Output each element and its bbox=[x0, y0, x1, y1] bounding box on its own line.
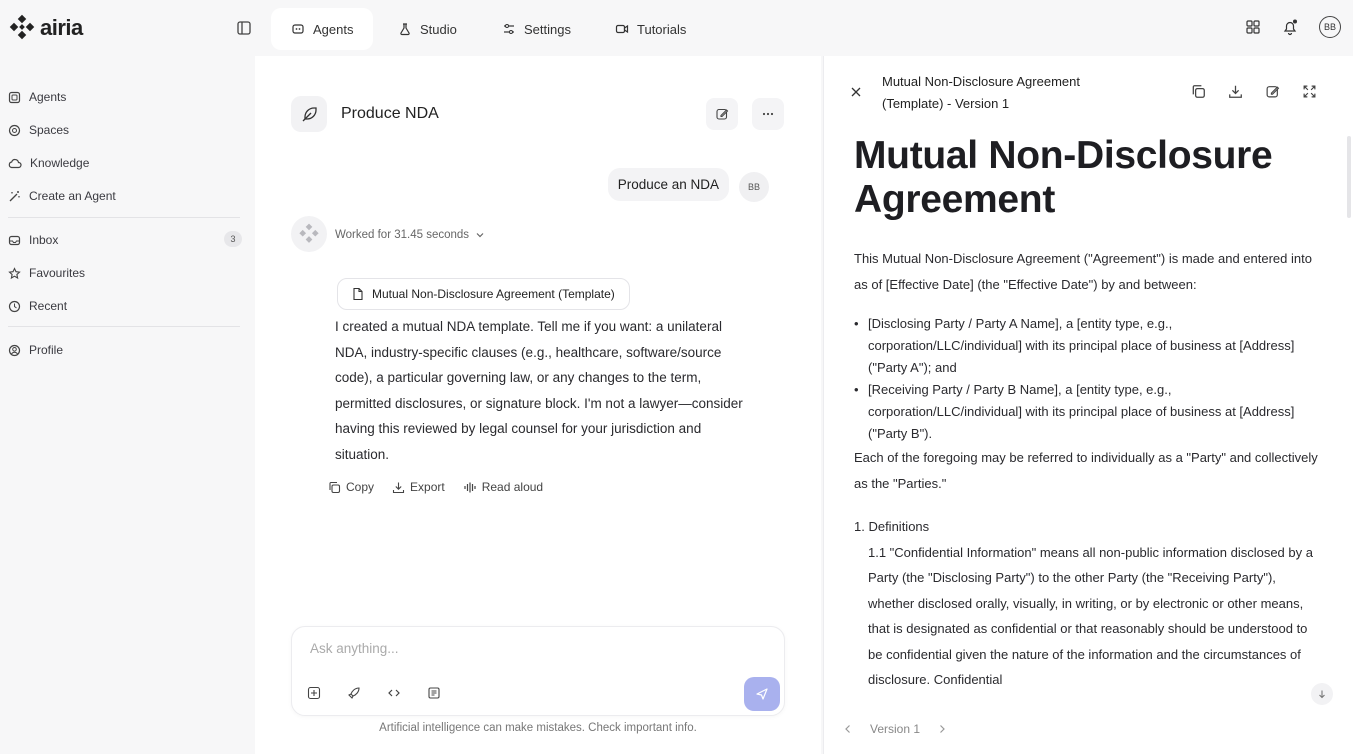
document-intro: This Mutual Non-Disclosure Agreement ("Agreement") is made and entered into as of [Effective Date] (the "Effective Date") by and between: bbox=[854, 251, 1312, 292]
chat-header bbox=[291, 96, 439, 132]
expand-icon bbox=[1302, 84, 1317, 99]
previous-version-button[interactable] bbox=[844, 724, 852, 734]
tab-label: Studio bbox=[420, 21, 457, 37]
sidebar-item-profile[interactable] bbox=[8, 343, 244, 357]
tools-button[interactable] bbox=[346, 685, 362, 701]
chevron-left-icon bbox=[844, 724, 852, 734]
parties-list bbox=[854, 313, 1324, 445]
attach-button[interactable] bbox=[306, 685, 322, 701]
scrollbar[interactable] bbox=[1347, 136, 1351, 218]
tab-tutorials[interactable] bbox=[595, 8, 706, 50]
user-message: Produce an NDA bbox=[608, 168, 729, 201]
document-header-title: Mutual Non-Disclosure Agreement (Template) - Version 1 bbox=[882, 74, 1080, 111]
download-icon bbox=[1228, 84, 1243, 99]
history-icon bbox=[8, 300, 21, 313]
inbox-count-badge: 3 bbox=[224, 231, 242, 247]
code-button[interactable] bbox=[386, 685, 402, 701]
sidebar-panel-icon bbox=[236, 20, 252, 36]
chat-panel bbox=[255, 56, 821, 754]
logo[interactable] bbox=[8, 14, 83, 42]
sidebar-item-inbox[interactable] bbox=[8, 233, 244, 247]
reasoning-toggle[interactable] bbox=[335, 229, 485, 241]
copy-icon bbox=[1191, 84, 1206, 99]
export-button[interactable] bbox=[392, 480, 445, 494]
user-avatar[interactable]: BB bbox=[1319, 16, 1341, 38]
copy-document-button[interactable] bbox=[1191, 84, 1206, 99]
chevron-right-icon bbox=[938, 724, 946, 734]
user-message-avatar: BB bbox=[739, 172, 769, 202]
sidebar-item-label: Knowledge bbox=[30, 156, 90, 170]
assistant-avatar bbox=[291, 216, 327, 252]
tab-label: Agents bbox=[313, 21, 354, 37]
document-title: Mutual Non-Disclosure Agreement bbox=[854, 134, 1273, 221]
agent-avatar bbox=[291, 96, 327, 132]
sidebar-divider bbox=[8, 326, 240, 327]
airia-logo-icon bbox=[8, 14, 36, 42]
logo-text: airia bbox=[40, 15, 83, 40]
ellipsis-icon bbox=[761, 107, 775, 121]
airia-logo-icon bbox=[298, 223, 320, 245]
sidebar-item-label: Agents bbox=[29, 90, 67, 104]
message-actions bbox=[328, 480, 543, 494]
assistant-message: I created a mutual NDA template. Tell me if you want: a unilateral NDA, industry-specific clauses (e.g., healthcare, software/source code), a particular governing law, or any changes to the term, permitted disclosures, or signature block. I'm not a lawyer—consider having this reviewed by legal counsel for your jurisdiction and situation. bbox=[335, 319, 743, 462]
sliders-icon bbox=[502, 22, 516, 36]
copy-button[interactable] bbox=[328, 480, 374, 494]
download-icon bbox=[392, 481, 405, 494]
message-composer bbox=[291, 626, 785, 716]
sidebar-item-label: Profile bbox=[29, 343, 64, 357]
layout-icon bbox=[427, 686, 441, 700]
send-button[interactable] bbox=[744, 677, 780, 711]
sidebar-item-label: Recent bbox=[29, 299, 68, 313]
tab-agents[interactable] bbox=[271, 8, 373, 50]
sidebar-item-label: Inbox bbox=[29, 233, 59, 247]
sidebar-item-label: Favourites bbox=[29, 266, 86, 280]
video-icon bbox=[615, 22, 629, 36]
tab-studio[interactable] bbox=[378, 8, 477, 50]
document-content bbox=[854, 134, 1324, 712]
top-bar bbox=[0, 0, 1353, 56]
inbox-icon bbox=[8, 234, 21, 247]
cloud-icon bbox=[8, 157, 22, 170]
apps-grid-icon[interactable] bbox=[1245, 19, 1261, 35]
sidebar-item-favourites[interactable] bbox=[8, 266, 244, 280]
edit-icon bbox=[1265, 84, 1280, 99]
section-text: 1.1 "Confidential Information" means all non-public information disclosed by a Party (the "Disclosing Party") to the other Party (the "Receiving Party"), whether disclosed orally, visually, in writing, or by electronic or other means, that is designated as confidential or that reasonably should be understood to be confidential given the nature of the information and the circumstances of disclosure. Confidential bbox=[868, 544, 1313, 687]
sidebar-divider bbox=[8, 217, 240, 218]
close-icon bbox=[850, 86, 862, 98]
flask-icon bbox=[398, 22, 412, 36]
fullscreen-button[interactable] bbox=[1302, 84, 1317, 99]
scroll-down-button[interactable] bbox=[1311, 683, 1333, 705]
edit-icon bbox=[715, 107, 729, 121]
agents-icon bbox=[8, 91, 21, 104]
arrow-down-icon bbox=[1317, 689, 1327, 699]
ai-disclaimer: Artificial intelligence can make mistakes. Check important info. bbox=[379, 722, 697, 734]
tab-settings[interactable] bbox=[482, 8, 591, 50]
notification-bell-icon[interactable] bbox=[1281, 18, 1299, 36]
chat-title: Produce NDA bbox=[341, 105, 439, 122]
code-icon bbox=[387, 686, 401, 700]
sidebar-item-spaces[interactable] bbox=[8, 123, 244, 137]
list-item: • [Receiving Party / Party B Name], a [entity type, e.g., corporation/LLC/individual] with its principal place of business at [Address] ("Party B"). bbox=[854, 379, 1324, 445]
audio-wave-icon bbox=[463, 481, 477, 494]
version-label: Version 1 bbox=[870, 722, 921, 736]
read-aloud-button[interactable] bbox=[463, 480, 543, 494]
sidebar-toggle-button[interactable] bbox=[236, 20, 252, 36]
download-document-button[interactable] bbox=[1228, 84, 1243, 99]
sidebar-item-knowledge[interactable] bbox=[8, 156, 244, 170]
template-button[interactable] bbox=[426, 685, 442, 701]
wand-icon bbox=[8, 190, 21, 203]
export-label: Export bbox=[410, 480, 445, 494]
section-heading: 1. Definitions bbox=[854, 519, 930, 534]
read-aloud-label: Read aloud bbox=[481, 480, 544, 494]
chevron-down-icon bbox=[475, 230, 485, 240]
document-chip-label: Mutual Non-Disclosure Agreement (Template) bbox=[372, 287, 615, 301]
document-chip[interactable] bbox=[337, 278, 630, 310]
copy-icon bbox=[328, 481, 341, 494]
copy-label: Copy bbox=[346, 480, 375, 494]
profile-icon bbox=[8, 344, 21, 357]
bot-icon bbox=[291, 22, 305, 36]
worked-duration: Worked for 31.45 seconds bbox=[335, 229, 470, 241]
chat-input[interactable] bbox=[310, 637, 730, 659]
next-version-button[interactable] bbox=[938, 724, 946, 734]
star-icon bbox=[8, 267, 21, 280]
list-item: • [Disclosing Party / Party A Name], a [entity type, e.g., corporation/LLC/individual] with its principal place of business at [Address] ("Party A"); and bbox=[854, 313, 1324, 379]
more-options-button[interactable] bbox=[752, 98, 784, 130]
close-document-button[interactable] bbox=[850, 86, 862, 98]
feather-icon bbox=[300, 105, 318, 123]
sidebar-item-label: Spaces bbox=[29, 123, 70, 137]
document-icon bbox=[352, 287, 364, 301]
parties-note: Each of the foregoing may be referred to individually as a "Party" and collectively as the "Parties." bbox=[854, 450, 1318, 491]
spaces-icon bbox=[8, 124, 21, 137]
tab-label: Settings bbox=[524, 21, 571, 37]
sidebar bbox=[0, 56, 255, 754]
rocket-icon bbox=[347, 686, 361, 700]
sidebar-item-recent[interactable] bbox=[8, 299, 244, 313]
sidebar-item-agents[interactable] bbox=[8, 90, 244, 104]
plus-square-icon bbox=[307, 686, 321, 700]
document-toolbar bbox=[1191, 84, 1317, 99]
sidebar-item-label: Create an Agent bbox=[29, 189, 116, 203]
edit-agent-button[interactable] bbox=[706, 98, 738, 130]
document-panel bbox=[823, 56, 1353, 754]
send-icon bbox=[755, 687, 769, 701]
sidebar-item-create-agent[interactable] bbox=[8, 189, 244, 203]
edit-document-button[interactable] bbox=[1265, 84, 1280, 99]
version-switcher bbox=[844, 722, 946, 736]
tab-label: Tutorials bbox=[637, 21, 687, 37]
